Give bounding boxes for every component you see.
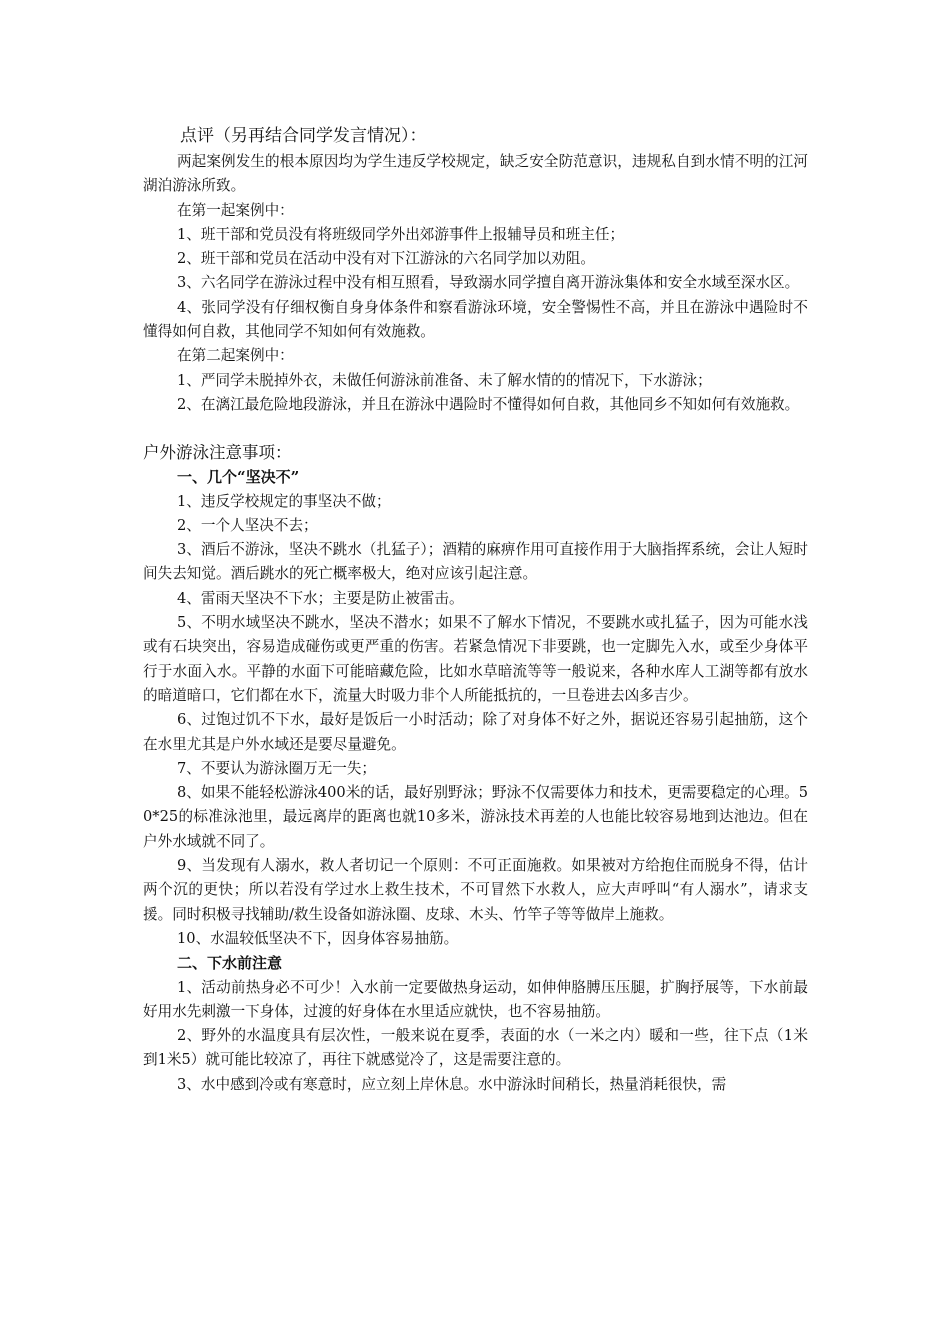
part1-paragraph: 6、过饱过饥不下水，最好是饭后一小时活动；除了对身体不好之外，据说还容易引起抽筋，这个在水里尤其是户外水域还是要尽量避免。 [143,711,808,753]
review-paragraph: 两起案例发生的根本原因均为学生违反学校规定，缺乏安全防范意识，违规私自到水情不明的江河湖泊游泳所致。 [143,153,808,195]
part1-paragraph: 7、不要认为游泳圈万无一失； [177,759,377,777]
review-paragraph: 2、班干部和党员在活动中没有对下江游泳的六名同学加以劝阻。 [177,250,595,268]
review-title: 点评（另再结合同学发言情况）： [180,126,427,146]
part1-paragraph: 5、不明水域坚决不跳水，坚决不潜水；如果不了解水下情况，不要跳水或扎猛子，因为可能水浅或有石块突出，容易造成碰伤或更严重的伤害。若紧急情况下非要跳，也一定脚先入水，或至少身体平行于水面入水。平静的水面下可能暗藏危险，比如水草暗流等等一般说来，各种水库人工湖等都有放水的暗道暗口，它们都在水下，流量大时吸力非个人所能抵抗的，一旦卷进去凶多吉少。 [143,614,808,704]
review-paragraph: 在第二起案例中： [177,347,294,365]
part1-paragraph: 10、水温较低坚决不下，因身体容易抽筋。 [177,929,459,947]
part1-paragraph: 1、违反学校规定的事坚决不做； [177,492,391,510]
part1-paragraph: 3、酒后不游泳，坚决不跳水（扎猛子）；酒精的麻痹作用可直接作用于大脑指挥系统，会让人短时间失去知觉。酒后跳水的死亡概率极大，绝对应该引起注意。 [143,541,808,583]
part1-paragraph: 2、一个人坚决不去； [177,516,318,534]
review-paragraph: 2、在漓江最危险地段游泳，并且在游泳中遇险时不懂得如何自救，其他同乡不知如何有效施救。 [177,395,800,413]
review-paragraph: 4、张同学没有仔细权衡自身身体条件和察看游泳环境，安全警惕性不高，并且在游泳中遇险时不懂得如何自救，其他同学不知如何有效施救。 [143,298,808,341]
notice-title: 户外游泳注意事项： [143,443,292,463]
document-body [143,124,808,1097]
part1-paragraph: 8、如果不能轻松游泳400米的话，最好别野泳；野泳不仅需要体力和技术，更需要稳定的心理。50*25的标准泳池里，最远离岸的距离也就10多米，游泳技术再差的人也能比较容易地到达池边。但在户外水域就不同了。 [143,784,808,850]
part2-paragraph: 1、活动前热身必不可少！入水前一定要做热身运动，如伸伸胳膊压压腿，扩胸抒展等，下水前最好用水先刺激一下身体，过渡的好身体在水里适应就快，也不容易抽筋。 [143,978,808,1020]
part1-paragraph: 9、当发现有人溺水，救人者切记一个原则：不可正面施救。如果被对方给抱住而脱身不得，估计两个沉的更快；所以若没有学过水上救生技术，不可冒然下水救人，应大声呼叫“有人溺水”，请求支援。同时积极寻找辅助/救生设备如游泳圈、皮球、木头、竹竿子等等做岸上施救。 [143,857,808,923]
part1-paragraph: 4、雷雨天坚决不下水；主要是防止被雷击。 [177,589,464,607]
part2-title: 二、下水前注意 [177,954,283,973]
review-paragraph: 1、班干部和党员没有将班级同学外出郊游事件上报辅导员和班主任； [177,225,625,243]
review-paragraph: 3、六名同学在游泳过程中没有相互照看，导致溺水同学擅自离开游泳集体和安全水域至深水区。 [177,274,800,292]
review-paragraph: 1、严同学未脱掉外衣，未做任何游泳前准备、未了解水情的的情况下，下水游泳； [177,371,712,389]
part1-title: 一、几个“坚决不” [177,468,300,487]
part2-paragraph: 3、水中感到冷或有寒意时，应立刻上岸休息。水中游泳时间稍长，热量消耗很快，需 [177,1075,727,1093]
review-paragraph: 在第一起案例中： [177,201,294,219]
part2-paragraph: 2、野外的水温度具有层次性，一般来说在夏季，表面的水（一米之内）暖和一些，往下点（1米到1米5）就可能比较凉了，再往下就感觉冷了，这是需要注意的。 [143,1027,808,1069]
